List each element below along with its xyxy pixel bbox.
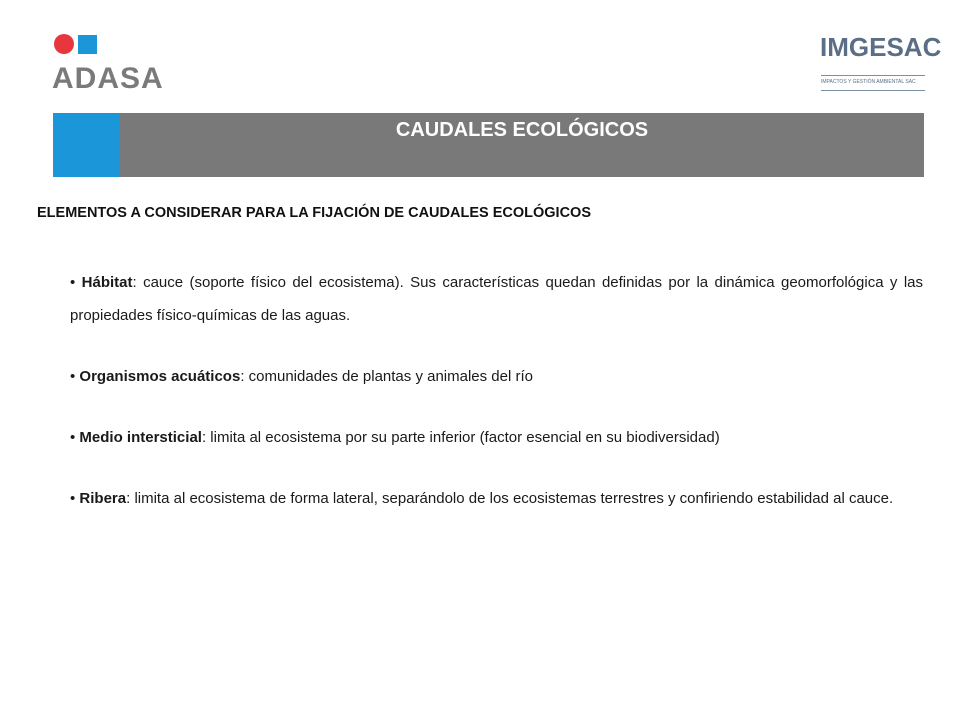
bullet-text: : limita al ecosistema por su parte inferior (factor esencial en su biodiversidad)	[201, 429, 720, 446]
bullet-medio-intersticial: • Medio intersticial: limita al ecosistema por su parte inferior (factor esencial en su biodiversidad)	[70, 429, 720, 446]
bullet-term: Hábitat	[81, 274, 133, 291]
logo-rule-bottom	[821, 90, 925, 91]
logo-blue-square	[78, 35, 97, 54]
imgesac-logo-tagline: IMPACTOS Y GESTIÓN AMBIENTAL SAC	[821, 79, 916, 85]
section-heading: ELEMENTOS A CONSIDERAR PARA LA FIJACIÓN DE CAUDALES ECOLÓGICOS	[37, 205, 591, 221]
bullet-habitat: • Hábitat: cauce (soporte físico del ecosistema). Sus características quedan definidas por la dinámica geomorfológica y las propiedades físico-químicas de las aguas.	[70, 274, 924, 324]
imgesac-logo	[818, 30, 942, 100]
logo-red-dot	[54, 34, 74, 54]
slide-title-bar	[53, 113, 924, 177]
bullet-ribera: • Ribera: limita al ecosistema de forma lateral, separándolo de los ecosistemas terrestres y confiriendo estabilidad al cauce.	[70, 490, 894, 507]
bullet-term: Organismos acuáticos	[79, 368, 241, 385]
imgesac-logo-text: IMGESAC	[820, 32, 942, 62]
logo-rule-top	[821, 75, 925, 76]
adasa-logo-text: ADASA	[52, 62, 164, 95]
title-accent-block	[53, 113, 120, 177]
bullet-list	[70, 266, 923, 543]
bullet-term: Ribera	[79, 490, 127, 507]
bullet-text: : comunidades de plantas y animales del río	[240, 368, 533, 385]
adasa-logo	[52, 32, 182, 102]
title-band	[120, 113, 924, 177]
slide-title: CAUDALES ECOLÓGICOS	[395, 119, 649, 141]
bullet-term: Medio intersticial	[79, 429, 202, 446]
bullet-text: : cauce (soporte físico del ecosistema). Sus características quedan definidas por la dinámica geomorfológica y las propiedades físico-químicas de las aguas.	[70, 274, 924, 324]
bullet-text: : limita al ecosistema de forma lateral, separándolo de los ecosistemas terrestres y confiriendo estabilidad al cauce.	[126, 490, 894, 507]
bullet-organismos: • Organismos acuáticos: comunidades de plantas y animales del río	[70, 368, 533, 385]
